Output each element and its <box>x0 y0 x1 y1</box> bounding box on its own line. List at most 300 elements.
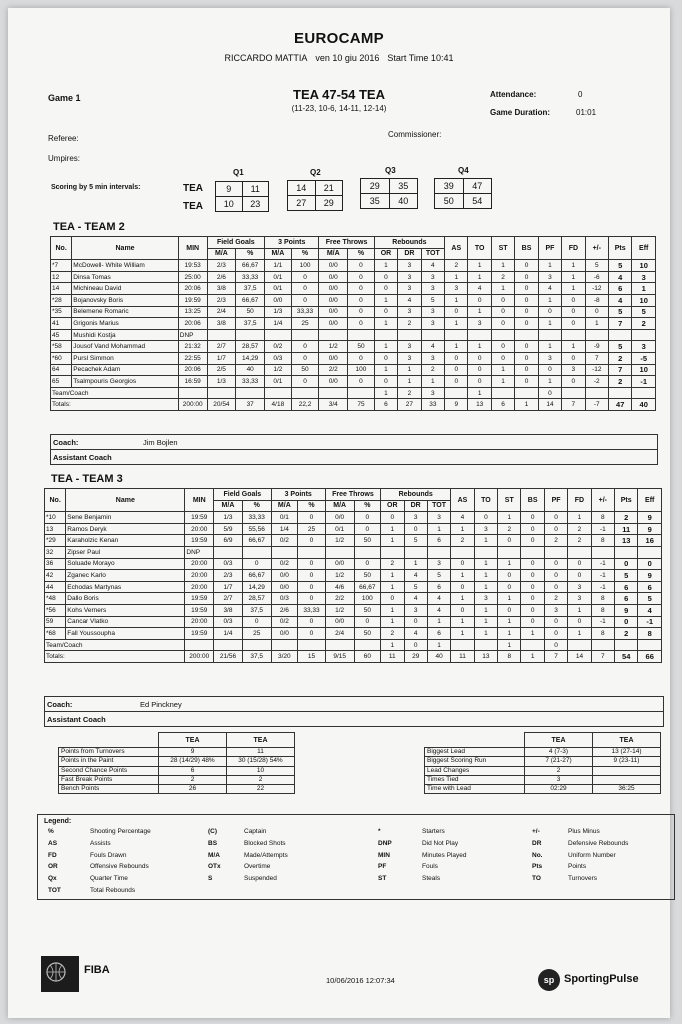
stat-cell: 0/2 <box>271 558 298 570</box>
stat-cell: DNP <box>185 546 214 558</box>
team-coach-label: Team/Coach <box>45 639 185 651</box>
stat-cell: 50 <box>354 604 381 616</box>
stat-cell: 3 <box>474 523 497 535</box>
player-name: Pecachek Adam <box>72 364 179 376</box>
stat-cell: 5 <box>404 581 427 593</box>
stat-cell: 28,57 <box>236 341 265 353</box>
col-header-no: No. <box>51 237 72 260</box>
stat-cell <box>538 329 561 341</box>
total-cell: 33 <box>421 399 444 411</box>
stat-cell: 1 <box>445 271 468 283</box>
q1-intervals <box>215 181 269 212</box>
stat-cell: 66,67 <box>242 535 271 547</box>
stat-cell <box>421 329 444 341</box>
summary-header-row <box>425 733 661 748</box>
stat-cell: 10 <box>632 364 656 376</box>
stat-cell <box>214 639 243 651</box>
stat-cell: 3 <box>398 271 421 283</box>
stat-cell: 0 <box>451 558 474 570</box>
legend-description: Offensive Rebounds <box>90 863 149 871</box>
stat-cell: 3 <box>538 271 561 283</box>
stat-cell: 0 <box>544 512 567 524</box>
stat-cell: 1/2 <box>265 364 292 376</box>
stat-cell: 9 <box>638 523 662 535</box>
stat-cell <box>445 387 468 399</box>
col-header-3-points: 3 Points <box>265 237 319 249</box>
stat-cell: 1 <box>538 260 561 272</box>
stat-cell <box>185 639 214 651</box>
stat-cell <box>271 546 298 558</box>
stat-cell: 1 <box>451 523 474 535</box>
stat-cell: 3 <box>562 364 585 376</box>
stat-cell: 1 <box>468 341 491 353</box>
legend-key: S <box>208 875 213 883</box>
stat-cell: 20:00 <box>185 523 214 535</box>
col-header-free-throws: Free Throws <box>325 489 380 501</box>
stat-cell: 0 <box>515 294 538 306</box>
interval-cell: 39 <box>435 179 464 194</box>
stat-cell: 20:00 <box>185 581 214 593</box>
stat-cell: *60 <box>51 352 72 364</box>
legend-description: Made/Attempts <box>244 851 288 859</box>
stat-cell: 1 <box>445 294 468 306</box>
total-cell: -7 <box>585 399 608 411</box>
stat-cell: *56 <box>45 604 66 616</box>
basketball-icon <box>41 956 79 992</box>
stat-cell <box>615 639 638 651</box>
interval-cell: 29 <box>361 179 390 194</box>
stat-cell: 0 <box>515 341 538 353</box>
stat-cell: 0 <box>291 376 319 388</box>
interval-cell: 9 <box>216 182 243 197</box>
total-cell: 200:00 <box>185 651 214 663</box>
stat-cell: 1 <box>498 512 521 524</box>
stat-cell: 1 <box>521 628 544 640</box>
stat-cell <box>591 546 614 558</box>
stat-cell: 7 <box>585 352 608 364</box>
player-row <box>45 570 662 582</box>
stat-cell <box>515 387 538 399</box>
coach-label: Coach: <box>53 438 79 447</box>
stat-cell: 0 <box>562 306 585 318</box>
col-header-to: TO <box>468 237 491 260</box>
total-cell: 40 <box>632 399 656 411</box>
stat-cell: 25:00 <box>178 271 207 283</box>
stat-cell: 1 <box>562 260 585 272</box>
stat-cell: 0 <box>544 558 567 570</box>
summary-value: 9 <box>159 748 227 757</box>
player-row <box>45 628 662 640</box>
stat-cell <box>632 329 656 341</box>
stat-cell: 28,57 <box>242 593 271 605</box>
legend-description: Overtime <box>244 863 271 871</box>
stat-cell: 4 <box>427 593 450 605</box>
stat-cell: 45 <box>51 329 72 341</box>
stat-cell <box>638 639 662 651</box>
stat-cell: 5 <box>404 535 427 547</box>
stat-cell: 0 <box>291 283 319 295</box>
subheader <box>8 53 670 63</box>
summary-row <box>425 766 661 775</box>
stat-cell: 5 <box>609 260 632 272</box>
col-subheader-tot: TOT <box>427 500 450 512</box>
stat-cell: 0 <box>491 341 514 353</box>
summary-row <box>59 766 295 775</box>
stat-cell: 55,56 <box>242 523 271 535</box>
interval-cell: 50 <box>435 194 464 209</box>
col-header-as: AS <box>445 237 468 260</box>
player-row <box>51 341 656 353</box>
col-header-as: AS <box>451 489 474 512</box>
stat-cell: 0 <box>568 616 591 628</box>
col-subheader-pct: % <box>298 500 326 512</box>
stat-cell: 0 <box>291 294 319 306</box>
stat-cell: *35 <box>51 306 72 318</box>
stat-cell: 66,67 <box>354 581 381 593</box>
total-cell: 4/18 <box>265 399 292 411</box>
interval-cell: 11 <box>242 182 269 197</box>
stat-cell: 2 <box>615 628 638 640</box>
stat-cell: 0/0 <box>325 616 354 628</box>
player-row <box>45 593 662 605</box>
player-row <box>51 318 656 330</box>
stat-cell: 25 <box>242 628 271 640</box>
stat-cell <box>615 546 638 558</box>
sportingpulse-logo-icon: sp <box>538 969 560 991</box>
total-cell: 8 <box>498 651 521 663</box>
stat-cell: 3 <box>538 352 561 364</box>
stat-cell: 1 <box>427 523 450 535</box>
stat-cell: 0 <box>298 570 326 582</box>
stat-cell: 1/3 <box>214 512 243 524</box>
stat-cell: 0 <box>515 306 538 318</box>
stat-cell: 0 <box>498 570 521 582</box>
summary-value: 26 <box>159 785 227 794</box>
stat-cell <box>609 329 632 341</box>
team2-stats-table <box>50 236 656 411</box>
stat-cell <box>207 329 236 341</box>
stat-cell: 1 <box>568 604 591 616</box>
stat-cell: 0 <box>615 616 638 628</box>
stat-cell: 0 <box>348 271 375 283</box>
stat-cell: 14 <box>51 283 72 295</box>
coach-name: Jim Bojlen <box>143 438 178 447</box>
commissioner-label: Commissioner: <box>388 130 442 139</box>
stat-cell: 50 <box>348 341 375 353</box>
team-title: TEA - TEAM 2 <box>53 221 125 233</box>
quarter-label: Q2 <box>310 168 321 177</box>
game-flow-table <box>424 732 661 794</box>
stat-cell: 0 <box>562 294 585 306</box>
stat-cell: 1/3 <box>207 376 236 388</box>
stat-cell: 0 <box>445 306 468 318</box>
total-cell: 11 <box>451 651 474 663</box>
stat-cell: 1 <box>374 341 397 353</box>
stat-cell: 2 <box>609 352 632 364</box>
col-header-pf: PF <box>544 489 567 512</box>
period-scores: (11-23, 10-6, 14-11, 12-14) <box>291 104 387 113</box>
stat-cell: 1 <box>474 535 497 547</box>
summary-value: 11 <box>227 748 295 757</box>
player-row <box>45 604 662 616</box>
player-row <box>51 329 656 341</box>
legend-description: Steals <box>422 875 441 883</box>
player-name: Cancar Vlatko <box>66 616 185 628</box>
summary-header-row <box>59 733 295 748</box>
stat-cell: 1 <box>538 318 561 330</box>
attendance-value: 0 <box>578 90 583 99</box>
legend-key: DNP <box>378 839 392 847</box>
stat-cell: 6 <box>638 581 662 593</box>
stat-cell: 0 <box>348 318 375 330</box>
legend-key: M/A <box>208 851 220 859</box>
summary-label: Lead Changes <box>425 766 525 775</box>
stat-cell <box>291 329 319 341</box>
summary-value: 2 <box>227 775 295 784</box>
player-name: Bojanovsky Boris <box>72 294 179 306</box>
team2-assistant-row <box>50 449 658 465</box>
legend-key: FD <box>48 851 57 859</box>
stat-cell: 0/2 <box>265 341 292 353</box>
stat-cell <box>427 546 450 558</box>
summary-row <box>425 757 661 766</box>
player-name: Kohs Verners <box>66 604 185 616</box>
stat-cell <box>451 546 474 558</box>
stat-cell: 1 <box>398 364 421 376</box>
stat-cell: 0 <box>498 604 521 616</box>
stat-cell: 1 <box>445 341 468 353</box>
summary-value: 7 (21-27) <box>525 757 593 766</box>
stat-cell: 1 <box>468 306 491 318</box>
total-cell: 13 <box>468 399 491 411</box>
stat-cell: 5 <box>585 260 608 272</box>
stat-cell: -8 <box>585 294 608 306</box>
stat-cell: 44 <box>45 581 66 593</box>
stat-cell: 0 <box>404 523 427 535</box>
stat-cell: 1 <box>451 616 474 628</box>
quarter-label: Q4 <box>458 166 469 175</box>
total-cell: 7 <box>544 651 567 663</box>
player-row <box>51 283 656 295</box>
stat-cell: 8 <box>591 535 614 547</box>
organizer: RICCARDO MATTIA <box>224 53 308 63</box>
col-header-field-goals: Field Goals <box>214 489 271 501</box>
total-cell: 14 <box>568 651 591 663</box>
stat-cell: 0 <box>544 628 567 640</box>
stat-cell: 65 <box>51 376 72 388</box>
stat-cell: 0 <box>568 558 591 570</box>
total-cell: 13 <box>474 651 497 663</box>
stat-cell <box>354 546 381 558</box>
col-header-eff: Eff <box>638 489 662 512</box>
stat-cell: 3 <box>398 283 421 295</box>
legend-key: TOT <box>48 887 61 894</box>
stat-cell <box>568 639 591 651</box>
stat-cell: 0/0 <box>319 271 348 283</box>
summary-value <box>593 766 661 775</box>
stat-cell: 1/3 <box>265 306 292 318</box>
stat-cell: 2 <box>498 523 521 535</box>
stat-cell: 0/0 <box>325 558 354 570</box>
stat-cell: 0 <box>538 364 561 376</box>
game-number: Game 1 <box>48 93 81 103</box>
stat-cell: 3 <box>544 604 567 616</box>
col-subheader-dr: DR <box>398 248 421 260</box>
stat-cell <box>398 329 421 341</box>
stat-cell: 2 <box>451 535 474 547</box>
legend-description: Blocked Shots <box>244 839 286 847</box>
stat-cell <box>632 387 656 399</box>
stat-cell: 1 <box>381 523 404 535</box>
stat-cell: 0 <box>445 364 468 376</box>
stat-cell <box>404 546 427 558</box>
summary-corner <box>59 733 159 748</box>
stat-cell <box>498 546 521 558</box>
summary-row <box>59 757 295 766</box>
stat-cell: 2/5 <box>207 364 236 376</box>
stat-cell: *29 <box>45 535 66 547</box>
stat-cell: 0 <box>298 558 326 570</box>
stat-cell: 0 <box>298 535 326 547</box>
player-row <box>51 364 656 376</box>
stat-cell: 1 <box>474 581 497 593</box>
stat-cell: 6 <box>427 535 450 547</box>
stat-cell: 1 <box>632 283 656 295</box>
stat-cell: 0 <box>562 352 585 364</box>
stat-cell: 1 <box>404 558 427 570</box>
stat-cell: -1 <box>591 523 614 535</box>
stat-cell: 1/4 <box>265 318 292 330</box>
stat-cell: 0 <box>298 512 326 524</box>
legend-key: TO <box>532 875 541 883</box>
stat-cell: 19:59 <box>185 535 214 547</box>
col-header-name: Name <box>66 489 185 512</box>
stat-cell: 0 <box>348 260 375 272</box>
stat-cell: 2/6 <box>271 604 298 616</box>
stat-cell: 0 <box>404 616 427 628</box>
stat-cell <box>638 546 662 558</box>
stat-cell: 3 <box>404 604 427 616</box>
stat-cell: 0 <box>562 376 585 388</box>
stat-cell: 20:06 <box>178 283 207 295</box>
stat-cell: 2 <box>568 523 591 535</box>
stat-cell <box>319 387 348 399</box>
stat-cell: 1/7 <box>214 581 243 593</box>
stat-cell: 1 <box>538 341 561 353</box>
total-cell: 29 <box>404 651 427 663</box>
stat-cell: 4 <box>609 271 632 283</box>
stat-cell <box>491 387 514 399</box>
summary-row <box>59 785 295 794</box>
total-cell: 6 <box>491 399 514 411</box>
stat-cell: 0 <box>562 318 585 330</box>
player-name: McDowell- White William <box>72 260 179 272</box>
stat-cell: 1 <box>374 364 397 376</box>
team3-assistant-row <box>44 711 664 727</box>
stat-cell: 1 <box>474 604 497 616</box>
stat-cell: 0 <box>538 306 561 318</box>
stat-cell <box>562 329 585 341</box>
stat-cell: 0 <box>491 352 514 364</box>
summary-value: 3 <box>525 775 593 784</box>
stat-cell: 0 <box>468 352 491 364</box>
col-header-pm: +/- <box>585 237 608 260</box>
legend-description: Defensive Rebounds <box>568 839 629 847</box>
stat-cell: 37,5 <box>236 318 265 330</box>
interval-cell: 54 <box>463 194 492 209</box>
stat-cell: 0 <box>242 558 271 570</box>
col-header-min: MIN <box>178 237 207 260</box>
stat-cell: 0 <box>521 616 544 628</box>
stat-cell: 13:25 <box>178 306 207 318</box>
stat-cell: 0 <box>291 341 319 353</box>
player-row <box>45 512 662 524</box>
stat-cell: 1 <box>568 628 591 640</box>
stat-cell: 8 <box>591 512 614 524</box>
stat-cell: 1 <box>381 570 404 582</box>
stat-cell: 64 <box>51 364 72 376</box>
stat-cell: 12 <box>51 271 72 283</box>
stat-cell: 0/2 <box>271 535 298 547</box>
player-name: Michineau David <box>72 283 179 295</box>
summary-value: 13 (27-14) <box>593 748 661 757</box>
stat-cell <box>265 329 292 341</box>
summary-row <box>425 785 661 794</box>
totals-label: Totals: <box>51 399 179 411</box>
total-cell: 47 <box>609 399 632 411</box>
summary-row <box>59 748 295 757</box>
stat-cell: 0 <box>404 639 427 651</box>
summary-value: 30 (15/28) 54% <box>227 757 295 766</box>
legend-description: Points <box>568 863 587 871</box>
stat-cell: -6 <box>585 271 608 283</box>
stat-cell: 3 <box>445 283 468 295</box>
stat-cell: 33,33 <box>242 512 271 524</box>
stat-cell: 13 <box>615 535 638 547</box>
player-name: Pursl Simmon <box>72 352 179 364</box>
summary-label: Time with Lead <box>425 785 525 794</box>
total-cell: 22,2 <box>291 399 319 411</box>
summary-row <box>425 775 661 784</box>
summary-corner <box>425 733 525 748</box>
stat-cell: 1 <box>374 260 397 272</box>
total-cell: 1 <box>521 651 544 663</box>
stat-cell: 0 <box>381 512 404 524</box>
interval-cell: 21 <box>315 181 343 196</box>
summary-label: Times Tied <box>425 775 525 784</box>
stat-cell: 3/8 <box>207 318 236 330</box>
stat-cell: 0 <box>491 318 514 330</box>
stat-cell: 1 <box>381 616 404 628</box>
legend-key: DR <box>532 839 542 847</box>
stat-cell: 0 <box>291 352 319 364</box>
stat-cell: 0/2 <box>271 616 298 628</box>
stat-cell: 0 <box>521 512 544 524</box>
stat-cell <box>591 639 614 651</box>
col-header-fd: FD <box>562 237 585 260</box>
stat-cell: 42 <box>45 570 66 582</box>
stat-cell: 0 <box>491 306 514 318</box>
legend-description: Turnovers <box>568 875 598 883</box>
stat-cell: 0 <box>445 376 468 388</box>
stat-cell: 0 <box>515 364 538 376</box>
stat-cell: 20:06 <box>178 318 207 330</box>
stat-cell: 1 <box>468 271 491 283</box>
stat-cell: 1 <box>445 318 468 330</box>
totals-label: Totals: <box>45 651 185 663</box>
summary-row <box>425 748 661 757</box>
stat-cell: 0 <box>374 376 397 388</box>
